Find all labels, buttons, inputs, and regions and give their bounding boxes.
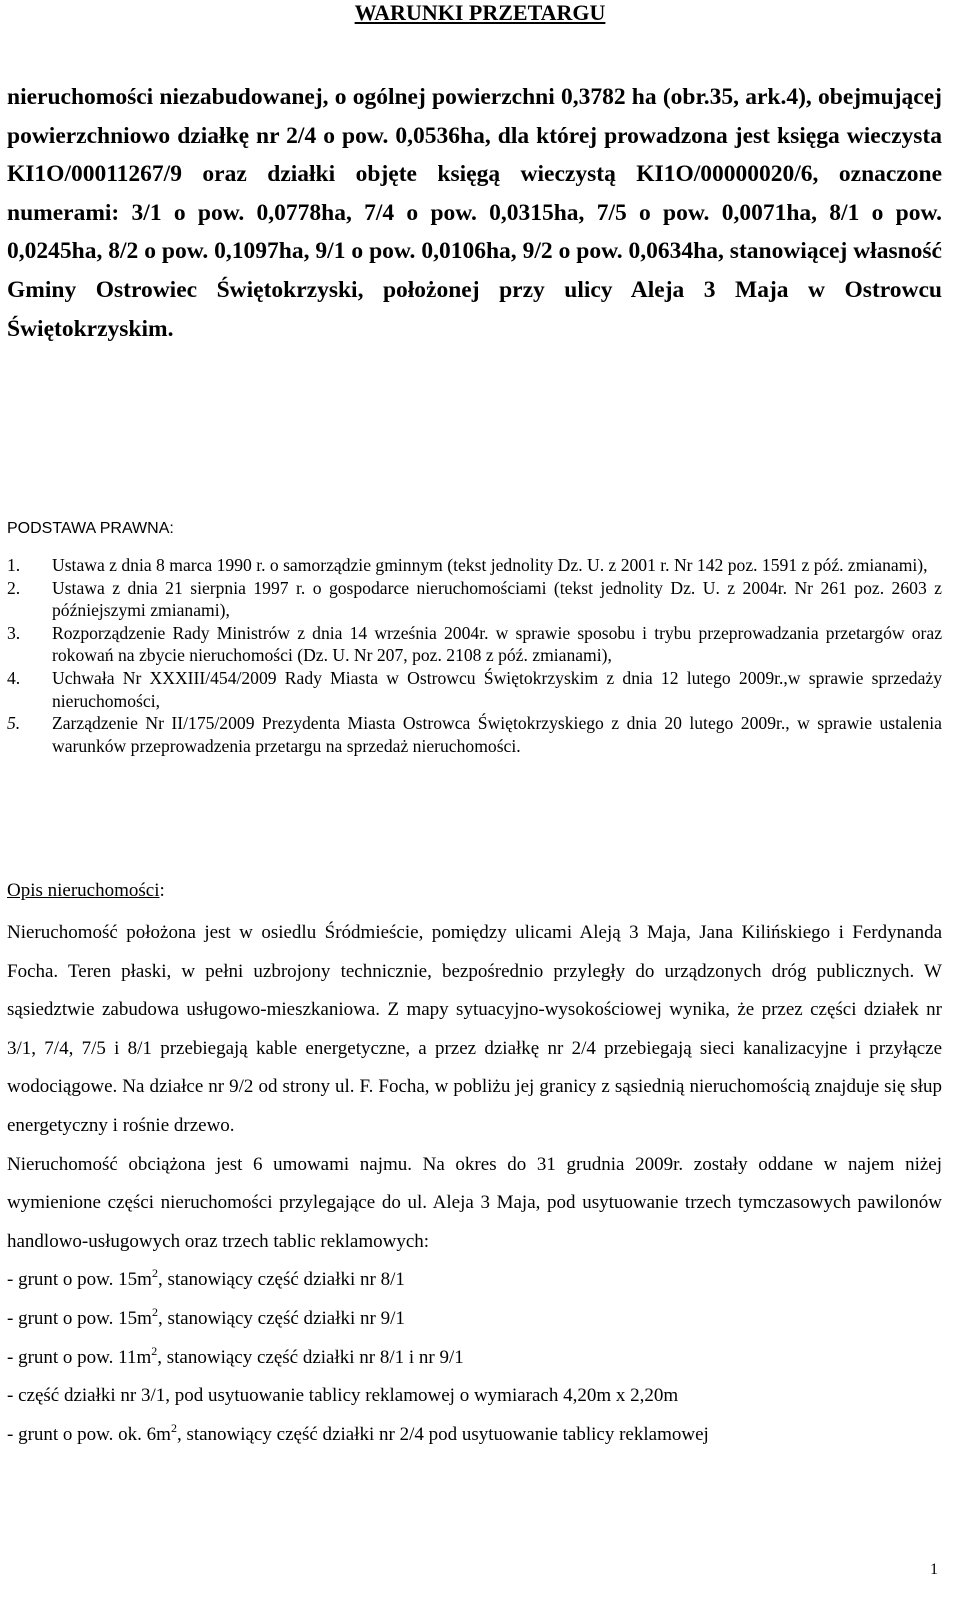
- page-number: 1: [930, 1561, 938, 1578]
- legal-basis-item: [7, 577, 942, 622]
- lease-item-text: - grunt o pow. 11m: [7, 1346, 152, 1368]
- lease-item-text: , stanowiący część działki nr 9/1: [157, 1307, 405, 1329]
- description-paragraph: Nieruchomość położona jest w osiedlu Śródmieście, pomiędzy ulicami Aleją 3 Maja, Jana Kilińskiego i Ferdynanda Focha. Teren płaski, w pełni uzbrojony technicznie, bezpośrednio przyległy do urządzonych dróg publicznych. W sąsiedztwie zabudowa usługowo-mieszkaniowa. Z mapy sytuacyjno-wysokościowej wynika, że przez części działek nr 3/1, 7/4, 7/5 i 8/1 przebiegają kable energetyczne, a przez działkę nr 2/4 przebiegają sieci kanalizacyjne i przyłącze wodociągowe. Na działce nr 9/2 od strony ul. F. Focha, w pobliżu jej granicy z sąsiednią nieruchomością znajduje się słup energetyczny i rośnie drzewo.: [7, 922, 942, 1136]
- description-heading-colon: :: [159, 880, 165, 901]
- description-heading-text: Opis nieruchomości: [7, 880, 160, 901]
- legal-basis-item-number: 5.: [7, 713, 21, 734]
- legal-basis-item-text: Ustawa z dnia 21 sierpnia 1997 r. o gospodarce nieruchomościami (tekst jednolity Dz. U. z 2004r. Nr 261 poz. 2603 z późniejszymi zmianami),: [52, 577, 942, 621]
- lease-item: [7, 1261, 942, 1300]
- lease-item: [7, 1339, 942, 1378]
- lease-item-text: , stanowiący część działki nr 2/4 pod usytuowanie tablicy reklamowej: [176, 1423, 709, 1445]
- lease-item-text: - grunt o pow. 15m: [7, 1307, 152, 1329]
- legal-basis-item-text: Zarządzenie Nr II/175/2009 Prezydenta Miasta Ostrowca Świętokrzyskiego z dnia 20 lutego 2009r., w sprawie ustalenia warunków przeprowadzenia przetargu na sprzedaż nieruchomości.: [52, 713, 942, 756]
- description-body: [7, 914, 942, 1454]
- legal-basis-item-number: 1.: [7, 555, 21, 575]
- legal-basis-item-text: Uchwała Nr XXXIII/454/2009 Rady Miasta w Ostrowcu Świętokrzyskim z dnia 12 lutego 2009r.,w sprawie sprzedaży nieruchomości,: [52, 667, 942, 711]
- lease-item-text: - część działki nr 3/1, pod usytuowanie tablicy reklamowej o wymiarach 4,20m x 2,20m: [7, 1385, 679, 1407]
- lease-item: [7, 1416, 942, 1455]
- legal-basis-heading: PODSTAWA PRAWNA:: [7, 520, 174, 537]
- legal-basis-item-text: Ustawa z dnia 8 marca 1990 r. o samorządzie gminnym (tekst jednolity Dz. U. z 2001 r. Nr 142 poz. 1591 z póź. zmianami),: [52, 555, 928, 575]
- lease-item: [7, 1300, 942, 1339]
- lease-item-text: , stanowiący część działki nr 8/1 i nr 9/1: [157, 1346, 464, 1368]
- legal-basis-list: [7, 554, 942, 757]
- lease-paragraph: Nieruchomość obciążona jest 6 umowami najmu. Na okres do 31 grudnia 2009r. zostały oddane w najem niżej wymienione części nieruchomości przylegające do ul. Aleja 3 Maja, pod usytuowanie trzech tymczasowych pawilonów handlowo-usługowych oraz trzech tablic reklamowych:: [7, 1153, 942, 1252]
- legal-basis-item-number: 4.: [7, 667, 21, 688]
- legal-basis-item: [7, 667, 942, 712]
- legal-basis-item-text: Rozporządzenie Rady Ministrów z dnia 14 września 2004r. w sprawie sposobu i trybu przeprowadzania przetargów oraz rokowań na zbycie nieruchomości (Dz. U. Nr 207, poz. 2108 z póź. zmianami),: [52, 622, 942, 666]
- lease-item-exponent: 2: [151, 1266, 158, 1281]
- lease-item-text: - grunt o pow. 15m: [7, 1269, 152, 1291]
- legal-basis-item: [7, 554, 942, 577]
- legal-basis-item-number: 3.: [7, 622, 21, 643]
- lease-item-text: - grunt o pow. ok. 6m: [7, 1423, 171, 1445]
- intro-paragraph: nieruchomości niezabudowanej, o ogólnej powierzchni 0,3782 ha (obr.35, ark.4), obejmującej powierzchniowo działkę nr 2/4 o pow. 0,0536ha, dla której prowadzona jest księga wieczysta KI1O/00011267/9 oraz działki objęte księgą wieczystą KI1O/00000020/6, oznaczone numerami: 3/1 o pow. 0,0778ha, 7/4 o pow. 0,0315ha, 7/5 o pow. 0,0071ha, 8/1 o pow. 0,0245ha, 8/2 o pow. 0,1097ha, 9/1 o pow. 0,0106ha, 9/2 o pow. 0,0634ha, stanowiącej własność Gminy Ostrowiec Świętokrzyski, położonej przy ulicy Aleja 3 Maja w Ostrowcu Świętokrzyskim.: [7, 84, 942, 342]
- document-title: WARUNKI PRZETARGU: [354, 0, 606, 25]
- description-heading: [7, 879, 165, 903]
- lease-item-exponent: 2: [151, 1304, 158, 1319]
- lease-item: [7, 1377, 942, 1416]
- lease-item-exponent: 2: [151, 1343, 158, 1358]
- legal-basis-item: [7, 622, 942, 667]
- legal-basis-item: [7, 712, 942, 757]
- legal-basis-item-number: 2.: [7, 577, 21, 598]
- lease-item-exponent: 2: [170, 1420, 177, 1435]
- lease-item-text: , stanowiący część działki nr 8/1: [157, 1269, 405, 1291]
